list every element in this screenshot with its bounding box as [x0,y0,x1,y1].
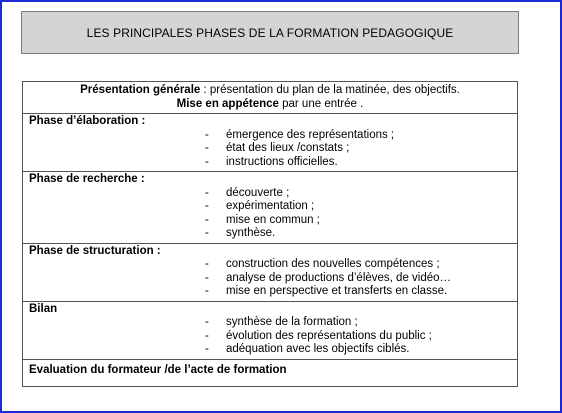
bullet-dash: - [205,200,209,212]
phase-row-elaboration [23,114,517,172]
phase-title: Phase d’élaboration : [29,115,146,127]
intro-row [23,82,517,114]
item-text: adéquation avec les objectifs ciblés. [226,343,410,355]
bullet-dash: - [205,155,209,168]
list-item [29,258,511,272]
list-item [29,343,511,357]
evaluation-text: Evaluation du formateur /de l’acte de formation [29,363,287,376]
list-item [29,142,511,156]
item-text: instructions officielles. [226,155,338,168]
phase-title: Bilan [29,302,58,315]
item-text: émergence des représentations ; [226,128,395,141]
bullet-dash: - [205,186,209,199]
intro-line-2 [29,97,511,111]
list-item [29,214,511,228]
list-item [29,316,511,330]
phases-table [22,81,518,387]
phase-items [29,258,511,299]
document-title-box [21,11,519,54]
bullet-dash: - [205,343,209,355]
list-item [29,129,511,143]
bullet-dash: - [205,128,209,141]
item-text: synthèse de la formation ; [226,316,358,328]
bullet-dash: - [205,213,209,226]
document-title: LES PRINCIPALES PHASES DE LA FORMATION PEDAGOGIQUE [86,25,454,40]
item-text: synthèse. [226,227,276,239]
evaluation-row [23,360,517,386]
intro-text-presentation: : présentation du plan de la matinée, des objectifs. [200,84,460,96]
intro-label-presentation: Présentation générale [80,84,201,96]
phase-title: Phase de recherche : [29,173,145,185]
list-item [29,272,511,286]
bullet-dash: - [205,285,209,297]
bullet-dash: - [205,329,209,342]
item-text: analyse de productions d’élèves, de vidéo… [226,271,452,284]
intro-label-appetence: Mise en appétence [176,98,279,110]
bullet-dash: - [205,227,209,239]
item-text: construction des nouvelles compétences ; [226,258,440,270]
item-text: évolution des représentations du public ; [226,329,432,342]
intro-line-1 [29,83,511,97]
list-item [29,200,511,214]
list-item [29,285,511,299]
list-item [29,187,511,201]
phase-row-bilan [23,302,517,360]
bullet-dash: - [205,258,209,270]
phase-items [29,316,511,357]
phase-row-structuration [23,244,517,302]
bullet-dash: - [205,271,209,284]
list-item [29,330,511,344]
item-text: découverte ; [226,186,290,199]
phase-items [29,129,511,170]
phase-row-recherche [23,172,517,244]
bullet-dash: - [205,316,209,328]
phase-title: Phase de structuration : [29,244,161,257]
item-text: mise en commun ; [226,213,320,226]
intro-text-appetence: par une entrée . [278,98,364,110]
item-text: expérimentation ; [226,200,315,212]
phase-items [29,187,511,241]
item-text: mise en perspective et transferts en classe. [226,285,448,297]
list-item [29,156,511,170]
list-item [29,227,511,241]
item-text: état des lieux /constats ; [226,142,350,154]
bullet-dash: - [205,142,209,154]
